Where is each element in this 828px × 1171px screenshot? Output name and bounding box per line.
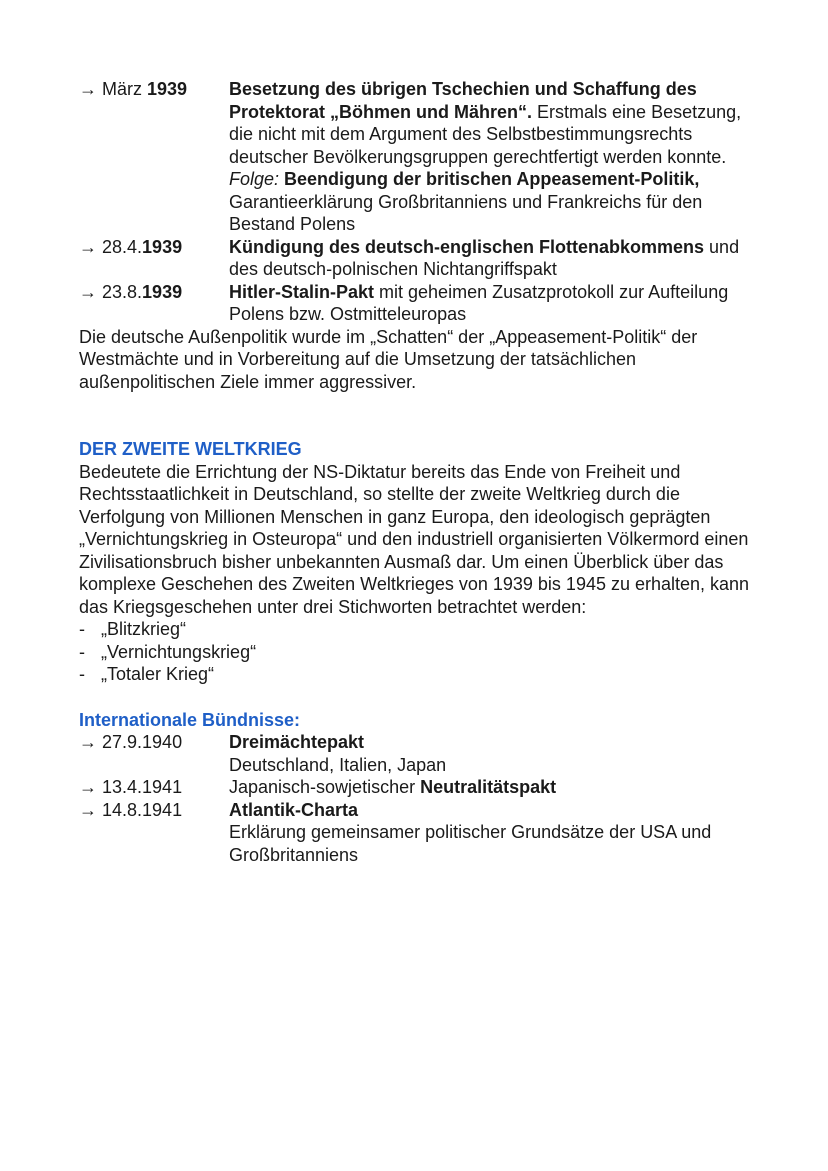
section-heading-ww2: DER ZWEITE WELTKRIEG [79, 439, 302, 459]
alliance-entry [79, 776, 759, 799]
timeline-title: Besetzung des übrigen Tschechien und Schaffung des Protektorat „Böhmen und Mähren“. [229, 79, 697, 122]
page-content [79, 78, 759, 866]
timeline-date: → März 1939 [79, 79, 188, 99]
section-heading-alliances: Internationale Bündnisse: [79, 709, 301, 730]
alliance-date: → 13.4.1941 [79, 777, 183, 797]
timeline-description: Hitler-Stalin-Pakt mit geheimen Zusatzprotokoll zur Aufteilung Polens bzw. Ostmitteleuropas [229, 281, 729, 324]
timeline-entry [79, 78, 759, 236]
alliance-description: Atlantik-Charta Erklärung gemeinsamer politischer Grundsätze der USA und Großbritanniens [229, 799, 712, 865]
timeline-date: → 23.8.1939 [79, 281, 183, 302]
timeline-title: Kündigung des deutsch-englischen Flottenabkommens [229, 236, 705, 257]
timeline-title: Hitler-Stalin-Pakt [229, 281, 375, 302]
list-item: - „Blitzkrieg“ [79, 619, 187, 639]
alliance-date: → 14.8.1941 [79, 799, 183, 820]
timeline-description: Besetzung des übrigen Tschechien und Schaffung des Protektorat „Böhmen und Mähren“. Erstmals eine Besetzung, die nicht mit dem Argument des Selbstbestimmungsrechts deutscher Bevölkerungsgruppen gerechtfertigt werden konnte. Folge: Beendigung der britischen Appeasement-Politik, Garantieerklärung Großbritanniens und Frankreichs für den Bestand Polens [229, 79, 742, 234]
alliance-description: Japanisch-sowjetischer Neutralitätspakt [229, 777, 557, 797]
list-item: - „Totaler Krieg“ [79, 664, 215, 684]
consequence-label: Folge: [229, 169, 280, 189]
list-item: - „Vernichtungskrieg“ [79, 641, 257, 662]
timeline-entry [79, 281, 759, 326]
timeline-description: Kündigung des deutsch-englischen Flottenabkommens und des deutsch-polnischen Nichtangriffspakt [229, 236, 740, 279]
ww2-intro-paragraph: Bedeutete die Errichtung der NS-Diktatur bereits das Ende von Freiheit und Rechtsstaatlichkeit in Deutschland, so stellte der zweite Weltkrieg durch die Verfolgung von Millionen Menschen in ganz Europa, den ideologisch geprägten „Vernichtungskrieg in Osteuropa“ und den industriell organisierten Völkermord einen Zivilisationsbruch bisher unbekannten Ausmaß dar. Um einen Überblick über das komplexe Geschehen des Zweiten Weltkrieges von 1939 bis 1945 zu erhalten, kann das Kriegsgeschehen unter drei Stichworten betrachtet werden: [79, 461, 750, 617]
timeline-date: → 28.4.1939 [79, 236, 183, 257]
alliance-date: → 27.9.1940 [79, 732, 183, 752]
alliance-entry [79, 799, 759, 867]
summary-paragraph: Die deutsche Außenpolitik wurde im „Schatten“ der „Appeasement-Politik“ der Westmächte und in Vorbereitung auf die Umsetzung der tatsächlichen außenpolitischen Ziele immer aggressiver. [79, 326, 698, 392]
alliance-description: Dreimächtepakt Deutschland, Italien, Japan [229, 732, 447, 775]
timeline-entry [79, 236, 759, 281]
alliance-entry [79, 731, 759, 776]
keyword-list [79, 618, 759, 686]
